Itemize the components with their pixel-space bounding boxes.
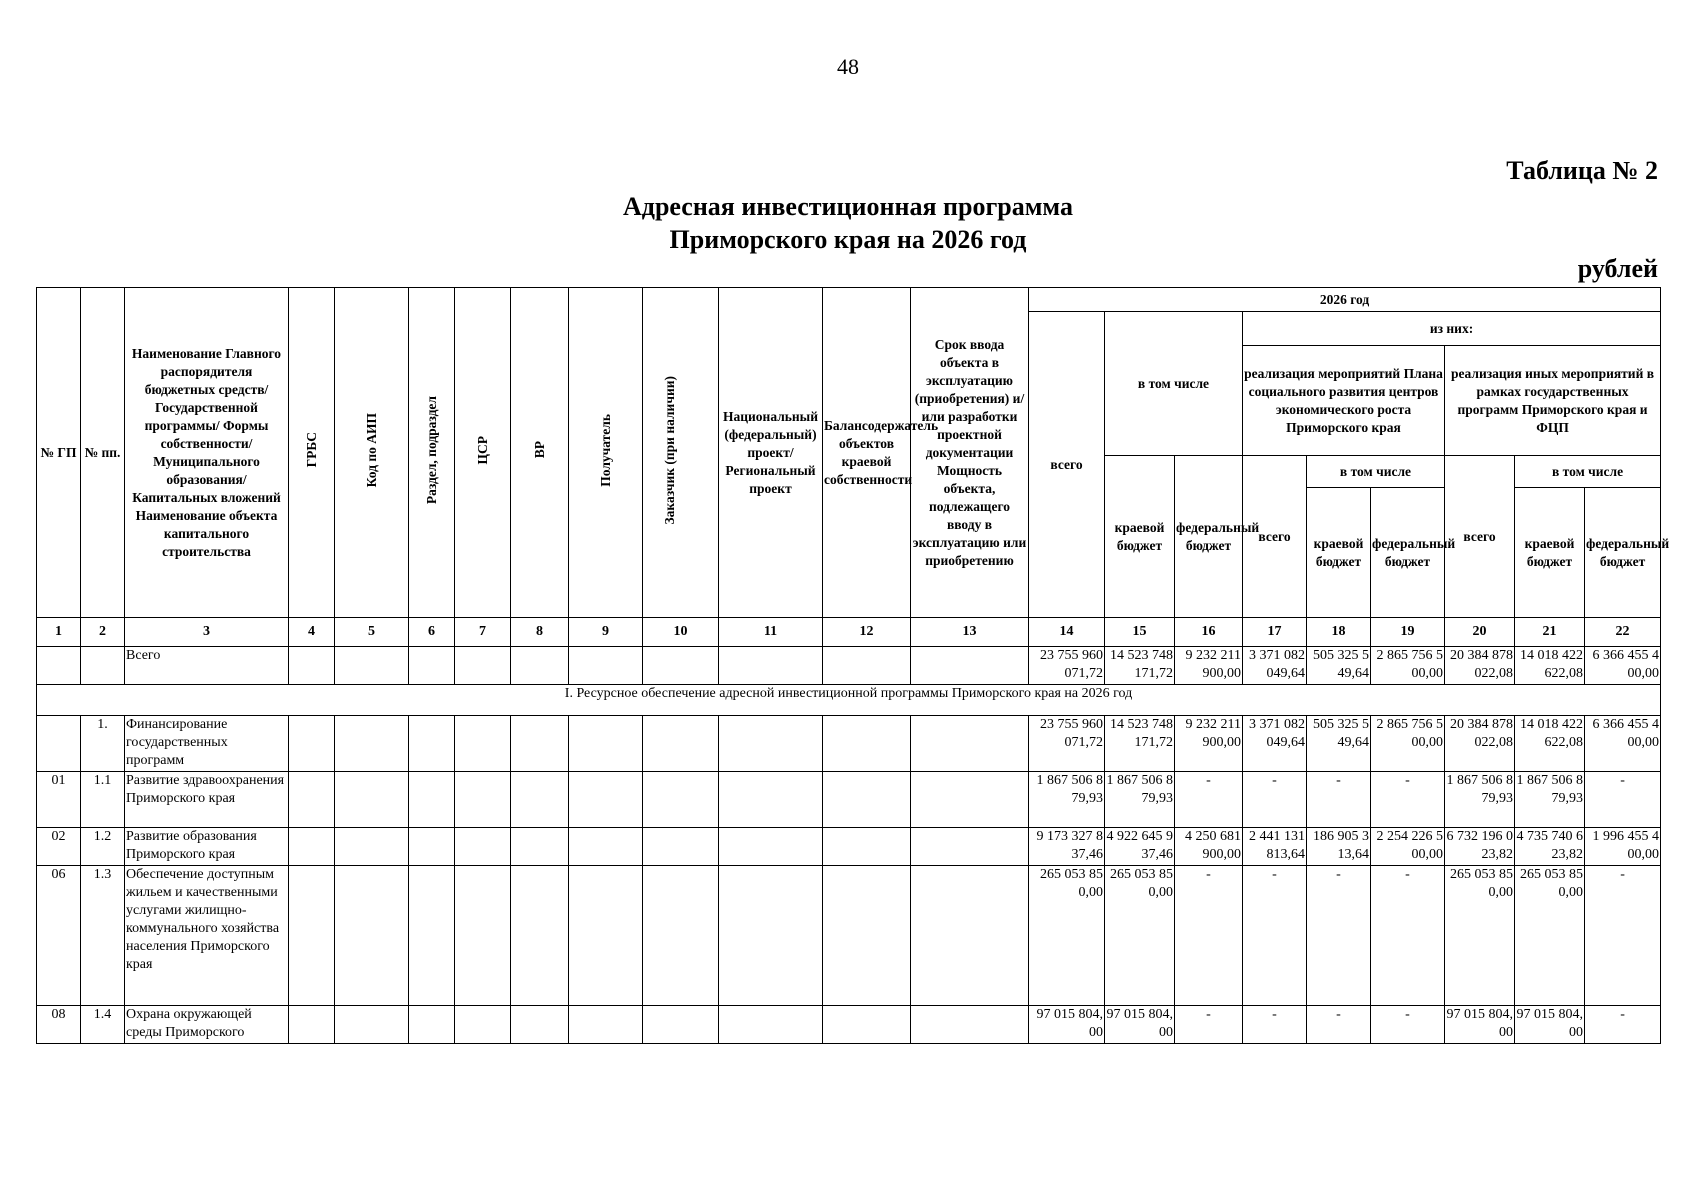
row-empty-cell — [455, 1006, 511, 1044]
row-empty-cell — [511, 647, 569, 685]
row-amount: 9 173 327 837,46 — [1029, 828, 1105, 866]
row-empty-cell — [289, 647, 335, 685]
row-gp — [37, 647, 81, 685]
row-amount: 97 015 804,00 — [1515, 1006, 1585, 1044]
row-empty-cell — [409, 1006, 455, 1044]
header-item-no: № пп. — [81, 288, 125, 618]
row-name: Развитие образования Приморского края — [125, 828, 289, 866]
row-amount: 23 755 960 071,72 — [1029, 716, 1105, 772]
units-label: рублей — [1577, 254, 1658, 283]
row-amount: - — [1175, 866, 1243, 1006]
row-empty-cell — [569, 647, 643, 685]
row-amount: - — [1175, 772, 1243, 828]
row-amount: 14 523 748 171,72 — [1105, 647, 1175, 685]
column-number: 5 — [335, 618, 409, 647]
row-amount: 6 366 455 400,00 — [1585, 647, 1661, 685]
row-empty-cell — [335, 866, 409, 1006]
row-empty-cell — [409, 647, 455, 685]
row-empty-cell — [569, 1006, 643, 1044]
column-number: 3 — [125, 618, 289, 647]
row-empty-cell — [335, 647, 409, 685]
column-number: 20 — [1445, 618, 1515, 647]
row-empty-cell — [511, 1006, 569, 1044]
column-number: 7 — [455, 618, 511, 647]
row-empty-cell — [719, 828, 823, 866]
row-empty-cell — [719, 866, 823, 1006]
row-name: Охрана окружающей среды Приморского — [125, 1006, 289, 1044]
header-section: Раздел, подраздел — [409, 288, 455, 618]
row-amount: 20 384 878 022,08 — [1445, 647, 1515, 685]
row-empty-cell — [911, 716, 1029, 772]
row-amount: - — [1243, 1006, 1307, 1044]
row-amount: 265 053 850,00 — [1029, 866, 1105, 1006]
table-body — [37, 618, 1661, 1044]
document-title — [0, 190, 1696, 256]
row-amount: - — [1307, 866, 1371, 1006]
header-other-measures: реализация иных мероприятий в рамках государственных программ Приморского края и ФЦП — [1445, 346, 1661, 456]
row-amount: 97 015 804,00 — [1105, 1006, 1175, 1044]
row-number: 1. — [81, 716, 125, 772]
row-amount: 14 018 422 622,08 — [1515, 647, 1585, 685]
row-amount: 2 865 756 500,00 — [1371, 716, 1445, 772]
row-amount: 6 366 455 400,00 — [1585, 716, 1661, 772]
row-empty-cell — [719, 647, 823, 685]
row-empty-cell — [719, 772, 823, 828]
header-commissioning: Срок ввода объекта в эксплуатацию (приобретения) и/или разработки проектной документации Мощность объекта, подлежащего вводу в эксплуатацию или приобретению — [911, 288, 1029, 618]
row-empty-cell — [823, 716, 911, 772]
row-gp: 06 — [37, 866, 81, 1006]
row-empty-cell — [569, 866, 643, 1006]
row-empty-cell — [511, 866, 569, 1006]
row-empty-cell — [455, 647, 511, 685]
section-row — [37, 685, 1661, 716]
row-amount: - — [1175, 1006, 1243, 1044]
table-row — [37, 716, 1661, 772]
header-plan-total: всего — [1243, 456, 1307, 618]
row-amount: 265 053 850,00 — [1105, 866, 1175, 1006]
title-line-1: Адресная инвестиционная программа — [623, 192, 1073, 221]
row-empty-cell — [643, 1006, 719, 1044]
row-empty-cell — [455, 716, 511, 772]
row-amount: - — [1585, 1006, 1661, 1044]
header-year: 2026 год — [1029, 288, 1661, 312]
row-empty-cell — [823, 647, 911, 685]
header-federal-budget: федеральный бюджет — [1175, 456, 1243, 618]
row-name: Всего — [125, 647, 289, 685]
row-empty-cell — [455, 772, 511, 828]
header-plan-federal: федеральный бюджет — [1371, 488, 1445, 618]
column-number: 9 — [569, 618, 643, 647]
header-csr: ЦСР — [455, 288, 511, 618]
table-row — [37, 1006, 1661, 1044]
row-empty-cell — [823, 828, 911, 866]
row-gp — [37, 716, 81, 772]
header-other-regional: краевой бюджет — [1515, 488, 1585, 618]
row-empty-cell — [569, 772, 643, 828]
header-name: Наименование Главного распорядителя бюджетных средств/Государственной программы/ Формы собственности/Муниципального образования/Капитальных вложений Наименование объекта капитального строительства — [125, 288, 289, 618]
row-empty-cell — [569, 716, 643, 772]
row-amount: 186 905 313,64 — [1307, 828, 1371, 866]
row-number: 1.4 — [81, 1006, 125, 1044]
row-empty-cell — [409, 716, 455, 772]
table-row — [37, 647, 1661, 685]
header-vr: ВР — [511, 288, 569, 618]
row-amount: 3 371 082 049,64 — [1243, 647, 1307, 685]
row-amount: - — [1585, 866, 1661, 1006]
column-number: 6 — [409, 618, 455, 647]
section-title: I. Ресурсное обеспечение адресной инвестиционной программы Приморского края на 2026 год — [37, 685, 1661, 716]
row-number: 1.2 — [81, 828, 125, 866]
column-number: 4 — [289, 618, 335, 647]
row-amount: 23 755 960 071,72 — [1029, 647, 1105, 685]
row-empty-cell — [335, 772, 409, 828]
row-empty-cell — [823, 866, 911, 1006]
header-aip-code: Код по АИП — [335, 288, 409, 618]
column-number: 17 — [1243, 618, 1307, 647]
row-amount: 265 053 850,00 — [1445, 866, 1515, 1006]
row-amount: 2 865 756 500,00 — [1371, 647, 1445, 685]
row-amount: 265 053 850,00 — [1515, 866, 1585, 1006]
column-number: 12 — [823, 618, 911, 647]
row-empty-cell — [335, 828, 409, 866]
row-amount: - — [1243, 866, 1307, 1006]
table-label: Таблица № 2 — [1506, 156, 1658, 185]
row-empty-cell — [911, 647, 1029, 685]
row-empty-cell — [511, 828, 569, 866]
row-gp: 02 — [37, 828, 81, 866]
row-empty-cell — [719, 716, 823, 772]
row-amount: 1 867 506 879,93 — [1515, 772, 1585, 828]
row-empty-cell — [289, 772, 335, 828]
row-amount: - — [1307, 1006, 1371, 1044]
row-empty-cell — [911, 1006, 1029, 1044]
row-empty-cell — [823, 772, 911, 828]
header-balance-holder: Балансодержатель объектов краевой собственности — [823, 288, 911, 618]
row-number: 1.1 — [81, 772, 125, 828]
row-amount: - — [1371, 1006, 1445, 1044]
investment-program-table — [36, 287, 1670, 1044]
row-empty-cell — [823, 1006, 911, 1044]
header-plan-including: в том числе — [1307, 456, 1445, 488]
row-empty-cell — [643, 866, 719, 1006]
header-total: всего — [1029, 312, 1105, 618]
row-empty-cell — [409, 866, 455, 1006]
row-amount: 9 232 211 900,00 — [1175, 716, 1243, 772]
row-gp: 01 — [37, 772, 81, 828]
row-amount: - — [1243, 772, 1307, 828]
row-amount: - — [1371, 772, 1445, 828]
header-other-federal: федеральный бюджет — [1585, 488, 1661, 618]
column-number: 10 — [643, 618, 719, 647]
row-empty-cell — [511, 716, 569, 772]
header-recipient: Получатель — [569, 288, 643, 618]
table-row — [37, 772, 1661, 828]
row-empty-cell — [643, 716, 719, 772]
row-empty-cell — [643, 772, 719, 828]
row-empty-cell — [289, 716, 335, 772]
row-empty-cell — [335, 1006, 409, 1044]
header-customer: Заказчик (при наличии) — [643, 288, 719, 618]
row-empty-cell — [289, 866, 335, 1006]
page-number: 48 — [837, 54, 859, 79]
row-number — [81, 647, 125, 685]
column-number: 1 — [37, 618, 81, 647]
row-empty-cell — [911, 772, 1029, 828]
header-regional-budget: краевой бюджет — [1105, 456, 1175, 618]
row-amount: 4 250 681 900,00 — [1175, 828, 1243, 866]
row-amount: 20 384 878 022,08 — [1445, 716, 1515, 772]
row-name: Обеспечение доступным жильем и качественными услугами жилищно-коммунального хозяйства населения Приморского края — [125, 866, 289, 1006]
row-amount: 97 015 804,00 — [1029, 1006, 1105, 1044]
row-amount: 6 732 196 023,82 — [1445, 828, 1515, 866]
row-amount: 4 922 645 937,46 — [1105, 828, 1175, 866]
column-number: 15 — [1105, 618, 1175, 647]
row-amount: - — [1371, 866, 1445, 1006]
row-empty-cell — [335, 716, 409, 772]
row-number: 1.3 — [81, 866, 125, 1006]
row-amount: 1 867 506 879,93 — [1445, 772, 1515, 828]
row-gp: 08 — [37, 1006, 81, 1044]
column-number: 18 — [1307, 618, 1371, 647]
row-empty-cell — [911, 866, 1029, 1006]
row-empty-cell — [289, 1006, 335, 1044]
row-amount: 9 232 211 900,00 — [1175, 647, 1243, 685]
row-amount: 505 325 549,64 — [1307, 647, 1371, 685]
row-empty-cell — [409, 772, 455, 828]
header-gp-no: № ГП — [37, 288, 81, 618]
row-amount: 1 996 455 400,00 — [1585, 828, 1661, 866]
row-amount: - — [1585, 772, 1661, 828]
row-amount: 1 867 506 879,93 — [1029, 772, 1105, 828]
row-name: Финансирование государственных программ — [125, 716, 289, 772]
row-amount: 97 015 804,00 — [1445, 1006, 1515, 1044]
column-number-row — [37, 618, 1661, 647]
row-amount: - — [1307, 772, 1371, 828]
column-number: 19 — [1371, 618, 1445, 647]
header-plan-regional: краевой бюджет — [1307, 488, 1371, 618]
header-national-project: Национальный (федеральный) проект/ Региональный проект — [719, 288, 823, 618]
column-number: 14 — [1029, 618, 1105, 647]
column-number: 8 — [511, 618, 569, 647]
row-empty-cell — [289, 828, 335, 866]
row-amount: 4 735 740 623,82 — [1515, 828, 1585, 866]
header-other-including: в том числе — [1515, 456, 1661, 488]
header-other-total: всего — [1445, 456, 1515, 618]
column-number: 11 — [719, 618, 823, 647]
row-empty-cell — [409, 828, 455, 866]
header-grbs: ГРБС — [289, 288, 335, 618]
row-name: Развитие здравоохранения Приморского края — [125, 772, 289, 828]
title-line-2: Приморского края на 2026 год — [669, 225, 1027, 254]
row-empty-cell — [643, 828, 719, 866]
row-empty-cell — [719, 1006, 823, 1044]
row-amount: 2 441 131 813,64 — [1243, 828, 1307, 866]
row-empty-cell — [511, 772, 569, 828]
row-amount: 14 523 748 171,72 — [1105, 716, 1175, 772]
column-number: 13 — [911, 618, 1029, 647]
row-amount: 3 371 082 049,64 — [1243, 716, 1307, 772]
row-empty-cell — [569, 828, 643, 866]
row-amount: 14 018 422 622,08 — [1515, 716, 1585, 772]
row-empty-cell — [455, 828, 511, 866]
row-amount: 505 325 549,64 — [1307, 716, 1371, 772]
row-amount: 1 867 506 879,93 — [1105, 772, 1175, 828]
column-number: 21 — [1515, 618, 1585, 647]
header-of-which: из них: — [1243, 312, 1661, 346]
row-empty-cell — [455, 866, 511, 1006]
row-empty-cell — [643, 647, 719, 685]
header-including-main: в том числе — [1105, 312, 1243, 456]
table-row — [37, 828, 1661, 866]
column-number: 16 — [1175, 618, 1243, 647]
row-amount: 2 254 226 500,00 — [1371, 828, 1445, 866]
header-plan-social: реализация мероприятий Плана социального развития центров экономического роста Приморского края — [1243, 346, 1445, 456]
column-number: 22 — [1585, 618, 1661, 647]
table-row — [37, 866, 1661, 1006]
column-number: 2 — [81, 618, 125, 647]
row-empty-cell — [911, 828, 1029, 866]
